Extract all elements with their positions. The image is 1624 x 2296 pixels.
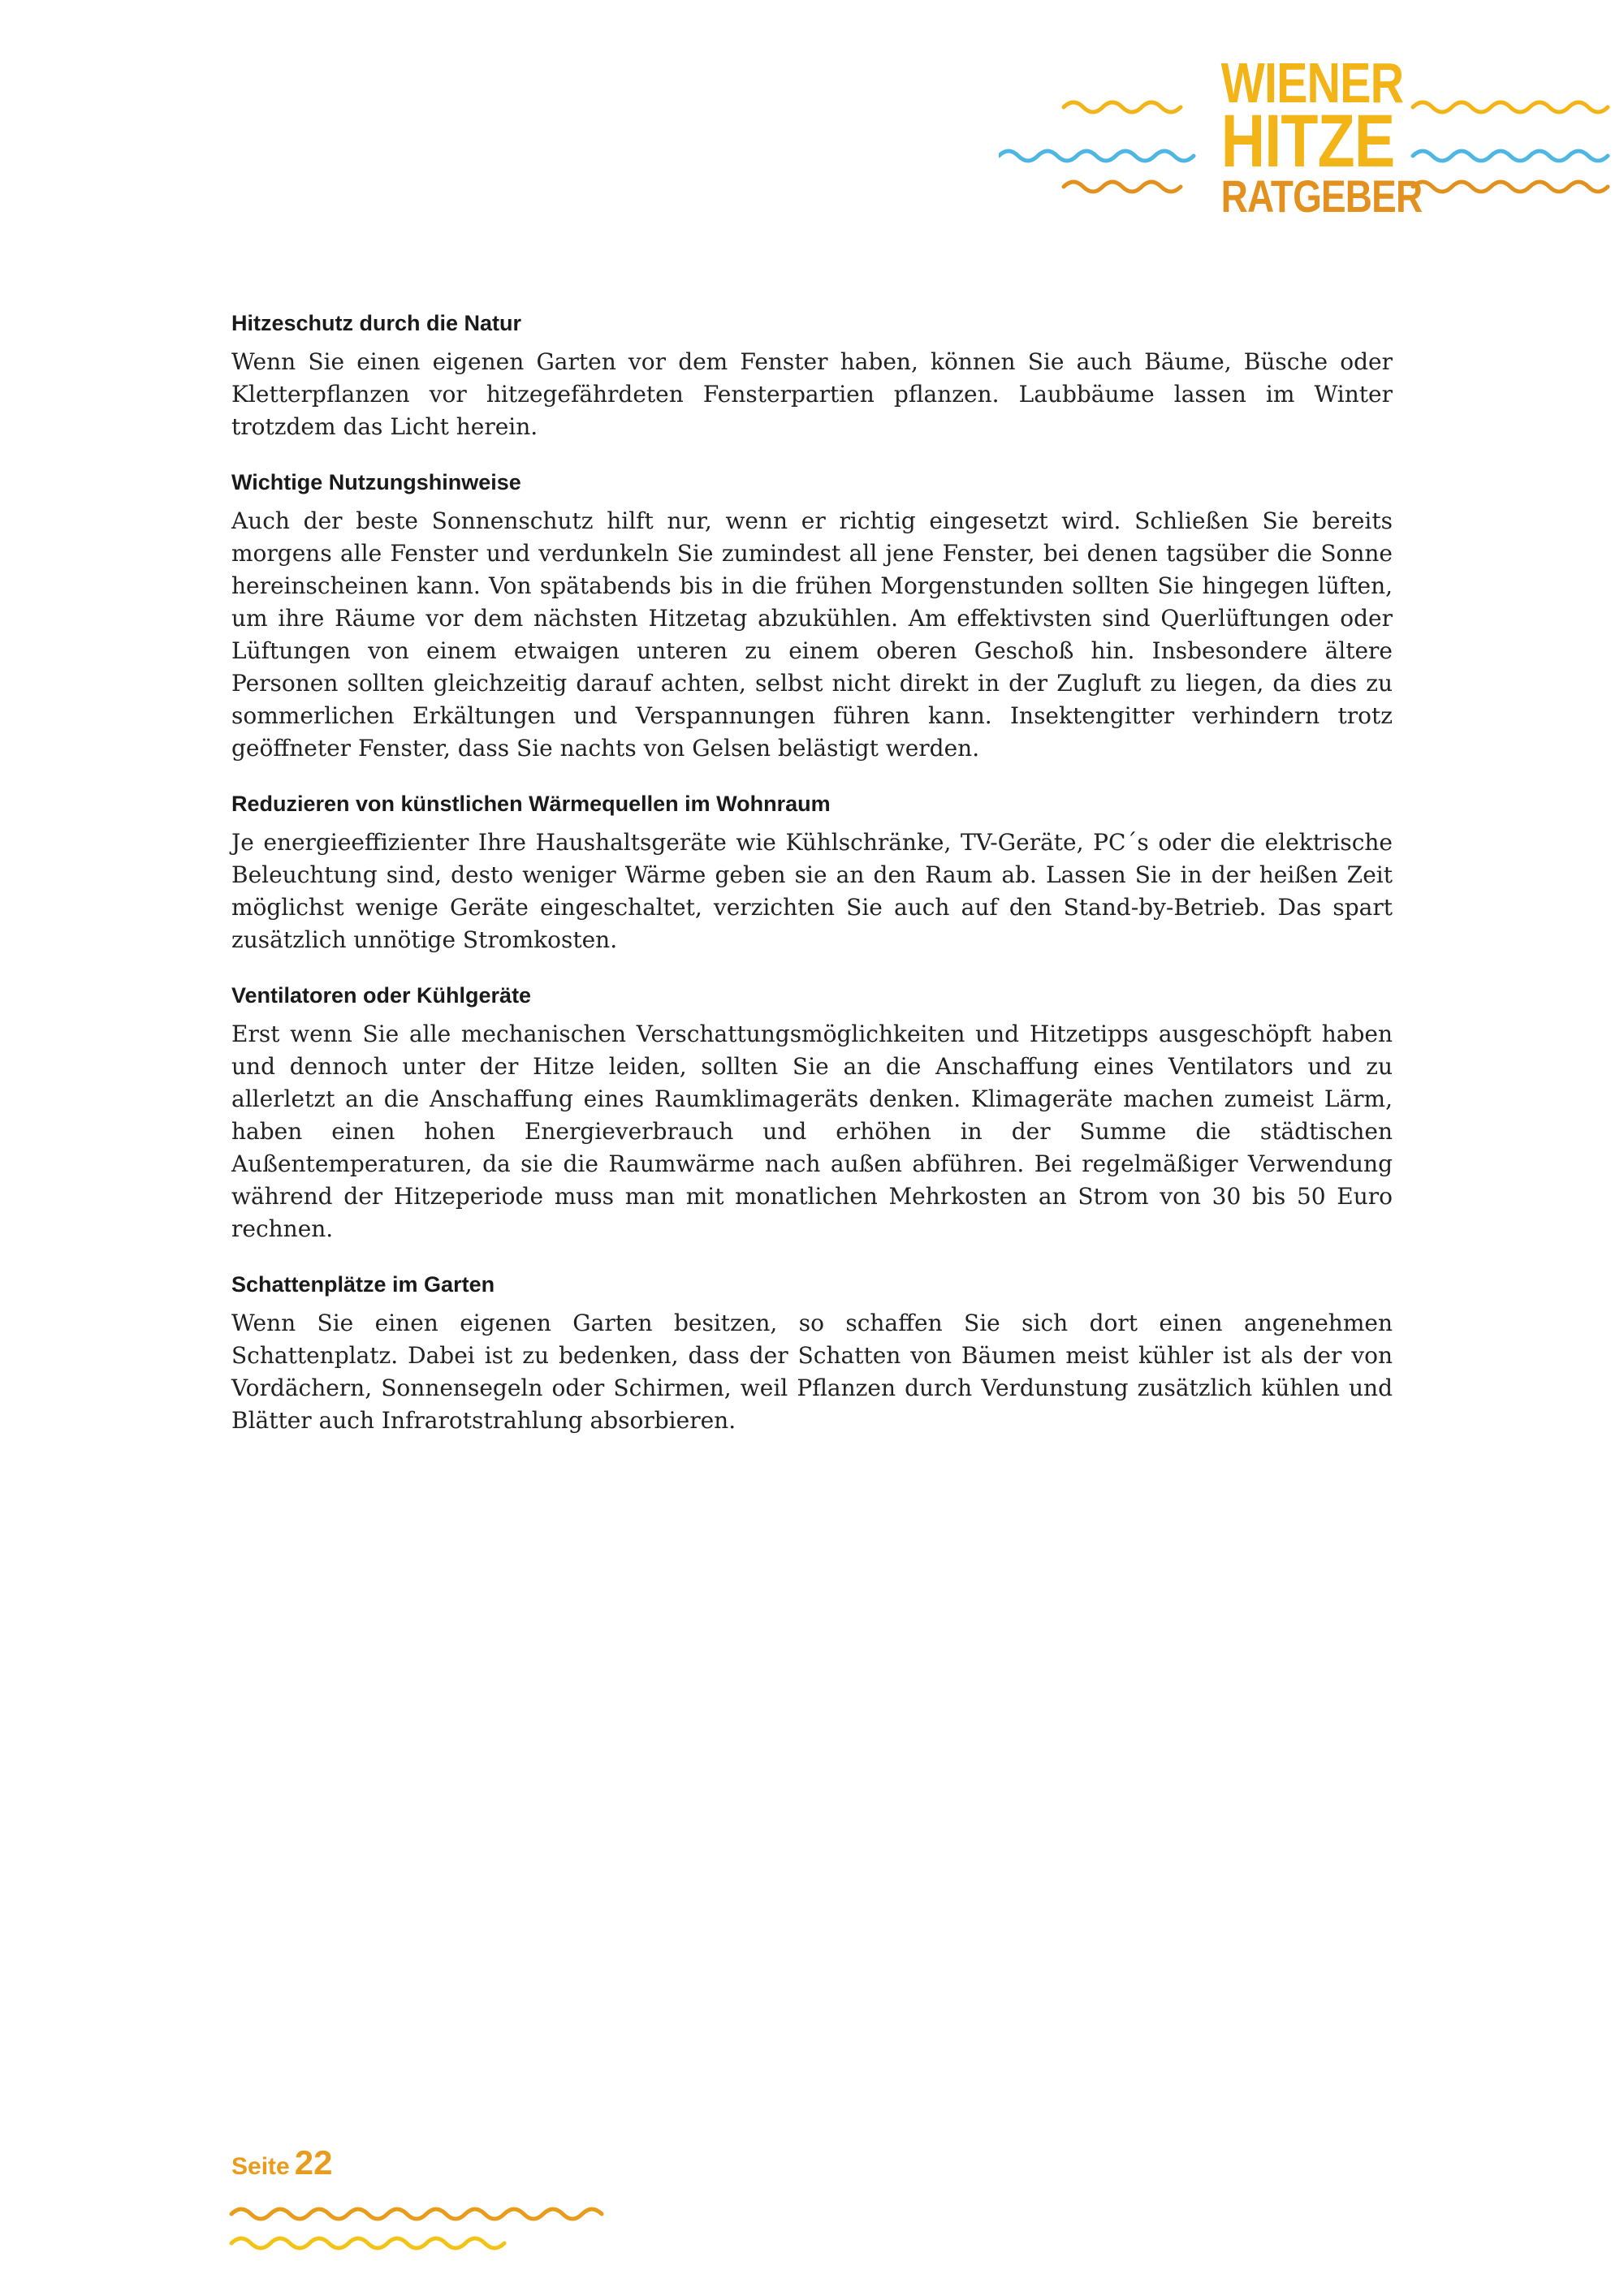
section-text: Erst wenn Sie alle mechanischen Verschattungsmöglichkeiten und Hitzetipps ausgeschöpft haben und dennoch unter der Hitze leiden, sollten Sie an die Anschaffung eines Ventilators und zu allerletzt an die Anschaffung eines Raumklimageräts denken. Klimageräte machen zumeist Lärm, haben einen hohen Energieverbrauch und erhöhen in der Summe die städtischen Außentemperaturen, da sie die Raumwärme nach außen abführen. Bei regelmäßiger Verwendung während der Hitzeperiode muss man mit monatlichen Mehrkosten an Strom von 30 bis 50 Euro rechnen. <box>231 1021 1393 1242</box>
section-heading: Reduzieren von künstlichen Wärmequellen im Wohnraum <box>231 792 831 816</box>
section-heading: Ventilatoren oder Kühlgeräte <box>231 983 532 1008</box>
section-text: Je energieeffizienter Ihre Haushaltsgeräte wie Kühlschränke, TV-Geräte, PC´s oder die elektrische Beleuchtung sind, desto weniger Wärme geben sie an den Raum ab. Lassen Sie in der heißen Zeit möglichst wenige Geräte eingeschaltet, verzichten Sie auch auf den Stand-by-Betrieb. Das spart zusätzlich unnötige Stromkosten. <box>231 829 1393 953</box>
page-number-value: 22 <box>294 2143 333 2182</box>
section-ventilatoren <box>231 981 1393 1245</box>
logo-line-wiener: WIENER <box>1220 51 1404 114</box>
section-heading: Hitzeschutz durch die Natur <box>231 311 522 335</box>
section-text: Auch der beste Sonnenschutz hilft nur, wenn er richtig eingesetzt wird. Schließen Sie bereits morgens alle Fenster und verdunkeln Sie zumindest all jene Fenster, bei denen tagsüber die Sonne hereinscheinen kann. Von spätabends bis in die frühen Morgenstunden sollten Sie hingegen lüften, um ihre Räume vor dem nächsten Hitzetag abzukühlen. Am effektivsten sind Querlüftungen oder Lüftungen von einem etwaigen unteren zu einem oberen Geschoß hin. Insbesondere ältere Personen sollten gleichzeitig darauf achten, selbst nicht direkt in der Zugluft zu liegen, da dies zu sommerlichen Erkältungen und Verspannungen führen kann. Insektengitter verhindern trotz geöffneter Fenster, dass Sie nachts von Gelsen belästigt werden. <box>231 507 1393 762</box>
page-footer <box>231 2143 637 2265</box>
logo-wordmark <box>1220 51 1423 222</box>
page-number <box>231 2143 332 2182</box>
section-text: Wenn Sie einen eigenen Garten vor dem Fenster haben, können Sie auch Bäume, Büsche oder Kletterpflanzen vor hitzegefährdeten Fensterpartien pflanzen. Laubbäume lassen im Winter trotzdem das Licht herein. <box>231 348 1393 440</box>
page-label: Seite <box>231 2153 290 2180</box>
section-heading: Wichtige Nutzungshinweise <box>231 470 521 494</box>
section-heading: Schattenplätze im Garten <box>231 1272 495 1297</box>
section-schattenplaetze <box>231 1270 1393 1437</box>
wiener-hitze-ratgeber-logo <box>999 51 1624 235</box>
footer-wave-icon <box>227 2196 617 2261</box>
section-nutzungshinweise <box>231 468 1393 765</box>
logo-line-ratgeber: RATGEBER <box>1220 170 1423 222</box>
section-waermequellen <box>231 789 1393 956</box>
main-content <box>231 309 1393 1461</box>
section-hitzeschutz-natur <box>231 309 1393 443</box>
section-text: Wenn Sie einen eigenen Garten besitzen, so schaffen Sie sich dort einen angenehmen Schattenplatz. Dabei ist zu bedenken, dass der Schatten von Bäumen meist kühler ist als der von Vordächern, Sonnensegeln oder Schirmen, weil Pflanzen durch Verdunstung zusätzlich kühlen und Blätter auch Infrarotstrahlung absorbieren. <box>231 1310 1393 1434</box>
logo-line-hitze: HITZE <box>1220 100 1395 183</box>
